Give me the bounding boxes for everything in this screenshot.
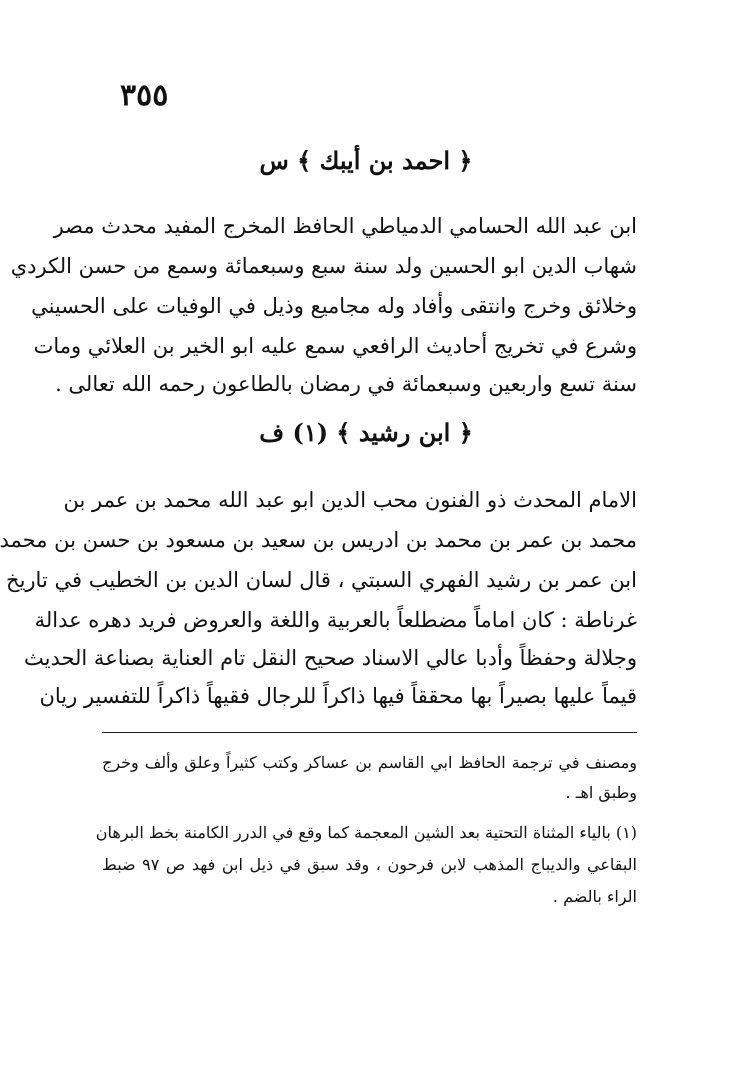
footnote-line: ومصنف في ترجمة الحافظ ابي القاسم بن عساكر وكتب كثيراً وعلق وألف وخرج (102, 753, 637, 772)
entry-2-line: وجلالة وحفظاً وأدبا عالي الاسناد صحيح النقل تام العناية بصناعة الحديث (23, 646, 637, 670)
entry-2-line: غرناطة : كان اماماً مضطلعاً بالعربية واللغة والعروض فريد دهره عدالة (34, 608, 637, 632)
entry-1-line: وخلائق وخرج وانتقى وأفاد وله مجاميع وذيل في الوفيات على الحسيني (31, 294, 637, 318)
footnote-line: البقاعي والديباج المذهب لابن فرحون ، وقد سبق في ذيل ابن فهد ص ٩٧ ضبط (102, 855, 637, 874)
entry-1-line: وشرع في تخريج أحاديث الرافعي سمع عليه ابو الخير بن العلائي ومات (33, 334, 637, 358)
page-number: ٣٥٥ (120, 78, 169, 113)
entry-1-line: سنة تسع واربعين وسبعمائة في رمضان بالطاعون رحمه الله تعالى . (55, 372, 637, 396)
footnote-line: وطبق اهـ . (565, 783, 637, 802)
footnote-line: الراء بالضم . (552, 887, 637, 906)
entry-2-line: محمد بن عمر بن محمد بن ادريس بن سعيد بن مسعود بن حسن بن محمد (0, 528, 637, 552)
entry-2-line: قيماً عليها بصيراً بها محققاً فيها ذاكراً للرجال فقيهاً ذاكراً للتفسير ريان (39, 684, 637, 708)
footnote-line: (١) بالياء المثناة التحتية بعد الشين المعجمة كما وقع في الدرر الكامنة بخط البرهان (95, 823, 637, 842)
entry-title-ibn-rushayd: ﴿ ابن رشيد ﴾ (١) ف (259, 418, 473, 447)
entry-1-line: شهاب الدين ابو الحسين ولد سنة سبع وسبعمائة وسمع من حسن الكردي (10, 254, 637, 278)
entry-2-line: الامام المحدث ذو الفنون محب الدين ابو عبد الله محمد بن عمر بن (63, 488, 637, 512)
footnote-divider (102, 732, 637, 733)
entry-1-line: ابن عبد الله الحسامي الدمياطي الحافظ المخرج المفيد محدث مصر (53, 214, 637, 238)
entry-2-line: ابن عمر بن رشيد الفهري السبتي ، قال لسان الدين بن الخطيب في تاريخ (6, 568, 637, 592)
entry-title-ahmad-ibn-aybak: ﴿ احمد بن أيبك ﴾ س (259, 146, 473, 175)
